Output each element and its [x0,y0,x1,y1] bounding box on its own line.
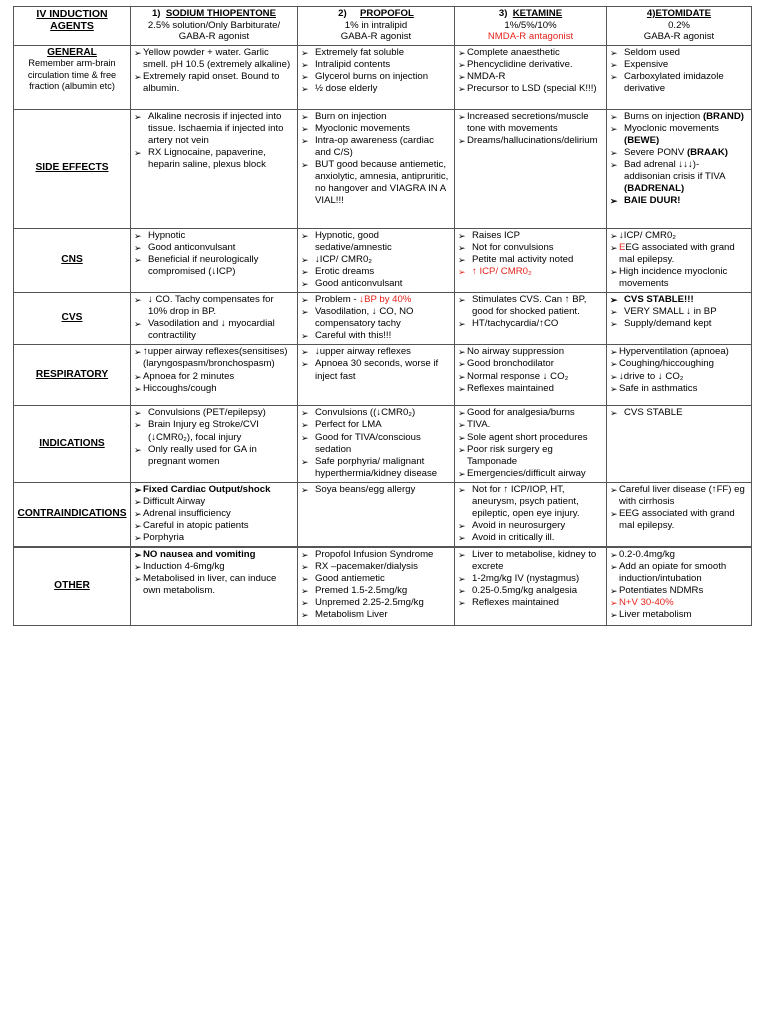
list-item: ➢ CVS STABLE!!! [610,294,748,306]
list-item: ➢ ↑upper airway reflexes(sensitises) (laryngospasm/bronchospasm) [134,346,294,370]
row-indications [14,406,752,483]
list-item: ➢ Hypnotic [134,230,294,242]
list-item: ➢ Extremely fat soluble [301,47,451,59]
list-item: ➢ Emergencies/difficult airway [458,468,603,480]
list-item: ➢ HT/tachycardia/↑CO [458,318,603,330]
list-item: ➢ N+V 30-40% [610,597,748,609]
list-item: ➢ Careful liver disease (↑FF) eg with cirrhosis [610,484,748,508]
row-header-cvs: CVS [14,292,131,344]
list-item: ➢ 1-2mg/kg IV (nystagmus) [458,573,603,585]
cell-respiratory-propofol [298,345,455,406]
list-item: ➢ Add an opiate for smooth induction/intubation [610,561,748,585]
row-header-general: GENERAL Remember arm-brain circulation time & free fraction (albumin etc) [14,45,131,109]
induction-agents-table [13,6,752,547]
list-item: ➢ Complete anaesthetic [458,47,603,59]
row-cvs [14,292,752,344]
list-item: ➢ ↓drive to ↓ CO₂ [610,371,748,383]
cell-indications-etomidate [607,406,752,483]
cell-cns-thiopentone [131,228,298,292]
list-item: ➢ Difficult Airway [134,496,294,508]
cell-other-propofol [298,548,455,626]
row-respiratory [14,345,752,406]
list-item: ➢ Stimulates CVS. Can ↑ BP, good for shocked patient. [458,294,603,318]
list-item: ➢ Supply/demand kept [610,318,748,330]
list-item: ➢ Hypnotic, good sedative/amnestic [301,230,451,254]
row-header-other: OTHER [14,548,131,626]
drug-name: PROPOFOL [360,8,414,19]
col-header-etomidate: 4)ETOMIDATE 0.2% GABA-R agonist [607,7,752,46]
list-item: ➢ Bad adrenal ↓↓↓)- addisonian crisis if TIVA (BADRENAL) [610,159,748,195]
list-item: ➢ 0.25-0.5mg/kg analgesia [458,585,603,597]
list-item: ➢ Unpremed 2.25-2.5mg/kg [301,597,451,609]
list-item: ➢ Myoclonic movements (BEWE) [610,123,748,147]
list-item: ➢ Raises ICP [458,230,603,242]
list-item: ➢ RX Lignocaine, papaverine, heparin saline, plexus block [134,147,294,171]
list-item: ➢ ↓ CO. Tachy compensates for 10% drop in BP. [134,294,294,318]
row-cns [14,228,752,292]
list-item: ➢ EEG associated with grand mal epilepsy. [610,508,748,532]
cell-cvs-etomidate [607,292,752,344]
list-item: ➢ Sole agent short procedures [458,432,603,444]
cell-side-effects-propofol [298,109,455,228]
cell-cvs-thiopentone [131,292,298,344]
cell-other-etomidate [607,548,752,626]
list-item: ➢ Good antiemetic [301,573,451,585]
cell-contraindications-etomidate [607,482,752,546]
list-item: ➢ ½ dose elderly [301,83,451,95]
list-item: ➢ Avoid in critically ill. [458,532,603,544]
cell-contraindications-propofol [298,482,455,546]
list-item: ➢ ↓ICP/ CMR0₂ [610,230,748,242]
list-item: ➢ ↑ ICP/ CMR0₂ [458,266,603,278]
row-header-respiratory: RESPIRATORY [14,345,131,406]
list-item: ➢ Safe in asthmatics [610,383,748,395]
list-item: ➢ Convulsions ((↓CMR0₂) [301,407,451,419]
list-item: ➢ Fixed Cardiac Output/shock [134,484,294,496]
list-item: ➢ Porphyria [134,532,294,544]
list-item: ➢ Seldom used [610,47,748,59]
list-item: ➢ Precursor to LSD (special K!!!) [458,83,603,95]
list-item: ➢ NMDA-R [458,71,603,83]
list-item: ➢ VERY SMALL ↓ in BP [610,306,748,318]
list-item: ➢ Apnoea 30 seconds, worse if inject fast [301,358,451,382]
list-item: ➢ Premed 1.5-2.5mg/kg [301,585,451,597]
col-header-thiopentone: 1) SODIUM THIOPENTONE 2.5% solution/Only Barbiturate/ GABA-R agonist [131,7,298,46]
list-item: ➢ Liver metabolism [610,609,748,621]
list-item: ➢ Burn on injection [301,111,451,123]
list-item: ➢ ↓ICP/ CMR0₂ [301,254,451,266]
list-item: ➢ Convulsions (PET/epilepsy) [134,407,294,419]
list-item: ➢ Intralipid contents [301,59,451,71]
list-item: ➢ Good anticonvulsant [134,242,294,254]
list-item: ➢ Avoid in neurosurgery [458,520,603,532]
list-item: ➢ Brain Injury eg Stroke/CVI (↓CMR0₂), focal injury [134,419,294,443]
list-item: ➢ Good anticonvulsant [301,278,451,290]
list-item: ➢ Carboxylated imidazole derivative [610,71,748,95]
list-item: ➢ Potentiates NDMRs [610,585,748,597]
list-item: ➢ Good bronchodilator [458,358,603,370]
drug-name: ETOMIDATE [655,8,712,19]
list-item: ➢ BAIE DUUR! [610,195,748,207]
list-item: ➢ Burns on injection (BRAND) [610,111,748,123]
list-item: ➢ EEG associated with grand mal epilepsy. [610,242,748,266]
list-item: ➢ No airway suppression [458,346,603,358]
list-item: ➢ Erotic dreams [301,266,451,278]
col-header-propofol: 2) PROPOFOL 1% in intralipid GABA-R agonist [298,7,455,46]
list-item: ➢ High incidence myoclonic movements [610,266,748,290]
row-header-contraindications: CONTRAINDICATIONS [14,482,131,546]
list-item: ➢ Hyperventilation (apnoea) [610,346,748,358]
cell-cvs-ketamine [455,292,607,344]
list-item: ➢ Only really used for GA in pregnant women [134,444,294,468]
cell-cns-propofol [298,228,455,292]
list-item: ➢ Myoclonic movements [301,123,451,135]
cell-indications-thiopentone [131,406,298,483]
list-item: ➢ Careful with this!!! [301,330,451,342]
cell-general-thiopentone [131,45,298,109]
row-header-cns: CNS [14,228,131,292]
other-table [13,547,752,626]
row-header-side-effects: SIDE EFFECTS [14,109,131,228]
list-item: ➢ Glycerol burns on injection [301,71,451,83]
list-item: ➢ Normal response ↓ CO₂ [458,371,603,383]
list-item: ➢ Extremely rapid onset. Bound to albumin. [134,71,294,95]
general-note: Remember arm-brain circulation time & free fraction (albumin etc) [27,58,117,91]
list-item: ➢ Good for analgesia/burns [458,407,603,419]
cell-general-etomidate [607,45,752,109]
list-item: ➢ Apnoea for 2 minutes [134,371,294,383]
cell-contraindications-thiopentone [131,482,298,546]
list-item: ➢ Problem - ↓BP by 40% [301,294,451,306]
list-item: ➢ Poor risk surgery eg Tamponade [458,444,603,468]
list-item: ➢ RX –pacemaker/dialysis [301,561,451,573]
cell-respiratory-ketamine [455,345,607,406]
list-item: ➢ Phencyclidine derivative. [458,59,603,71]
row-header-indications: INDICATIONS [14,406,131,483]
row-side-effects [14,109,752,228]
list-item: ➢ Reflexes maintained [458,383,603,395]
list-item: ➢ Good for TIVA/conscious sedation [301,432,451,456]
list-item: ➢ ↓upper airway reflexes [301,346,451,358]
list-item: ➢ Perfect for LMA [301,419,451,431]
list-item: ➢ BUT good because antiemetic, anxiolytic, amnesia, antipruritic, no hangover and VIAGRA IN A VIAL!!! [301,159,451,207]
row-other [14,548,752,626]
cell-cns-ketamine [455,228,607,292]
row-contraindications [14,482,752,546]
list-item: ➢ Metabolised in liver, can induce own metabolism. [134,573,294,597]
list-item: ➢ Metabolism Liver [301,609,451,621]
row-general [14,45,752,109]
cell-indications-ketamine [455,406,607,483]
cell-respiratory-etomidate [607,345,752,406]
list-item: ➢ 0.2-0.4mg/kg [610,549,748,561]
list-item: ➢ Vasodilation and ↓ myocardial contractility [134,318,294,342]
cell-side-effects-thiopentone [131,109,298,228]
drug-name: SODIUM THIOPENTONE [165,8,277,19]
cell-side-effects-ketamine [455,109,607,228]
list-item: ➢ Alkaline necrosis if injected into tissue. Ischaemia if injected into artery not vein [134,111,294,147]
list-item: ➢ TIVA. [458,419,603,431]
list-item: ➢ Increased secretions/muscle tone with movements [458,111,603,135]
cell-general-propofol [298,45,455,109]
list-item: ➢ Not for convulsions [458,242,603,254]
drug-name: KETAMINE [512,8,563,19]
cell-cvs-propofol [298,292,455,344]
list-item: ➢ Hiccoughs/cough [134,383,294,395]
list-item: ➢ Severe PONV (BRAAK) [610,147,748,159]
list-item: ➢ Adrenal insufficiency [134,508,294,520]
list-item: ➢ NO nausea and vomiting [134,549,294,561]
cell-other-ketamine [455,548,607,626]
list-item: ➢ Reflexes maintained [458,597,603,609]
list-item: ➢ Not for ↑ ICP/IOP, HT, aneurysm, psych patient, epileptic, open eye injury. [458,484,603,520]
list-item: ➢ Vasodilation, ↓ CO, NO compensatory tachy [301,306,451,330]
header-row [14,7,752,46]
list-item: ➢ Careful in atopic patients [134,520,294,532]
list-item: ➢ Induction 4-6mg/kg [134,561,294,573]
cell-respiratory-thiopentone [131,345,298,406]
list-item: ➢ CVS STABLE [610,407,748,419]
cell-contraindications-ketamine [455,482,607,546]
cell-other-thiopentone [131,548,298,626]
cell-general-ketamine [455,45,607,109]
col-header-ketamine: 3) KETAMINE 1%/5%/10% NMDA-R antagonist [455,7,607,46]
list-item: ➢ Propofol Infusion Syndrome [301,549,451,561]
list-item: ➢ Liver to metabolise, kidney to excrete [458,549,603,573]
list-item: ➢ Coughing/hiccoughing [610,358,748,370]
agents-header: IV INDUCTION AGENTS [14,7,131,46]
list-item: ➢ Yellow powder + water. Garlic smell. pH 10.5 (extremely alkaline) [134,47,294,71]
list-item: ➢ Dreams/hallucinations/delirium [458,135,603,147]
cell-side-effects-etomidate [607,109,752,228]
cell-cns-etomidate [607,228,752,292]
cell-indications-propofol [298,406,455,483]
list-item: ➢ Beneficial if neurologically compromised (↓ICP) [134,254,294,278]
list-item: ➢ Expensive [610,59,748,71]
list-item: ➢ Safe porphyria/ malignant hyperthermia/kidney disease [301,456,451,480]
list-item: ➢ Intra-op awareness (cardiac and C/S) [301,135,451,159]
list-item: ➢ Petite mal activity noted [458,254,603,266]
list-item: ➢ Soya beans/egg allergy [301,484,451,496]
